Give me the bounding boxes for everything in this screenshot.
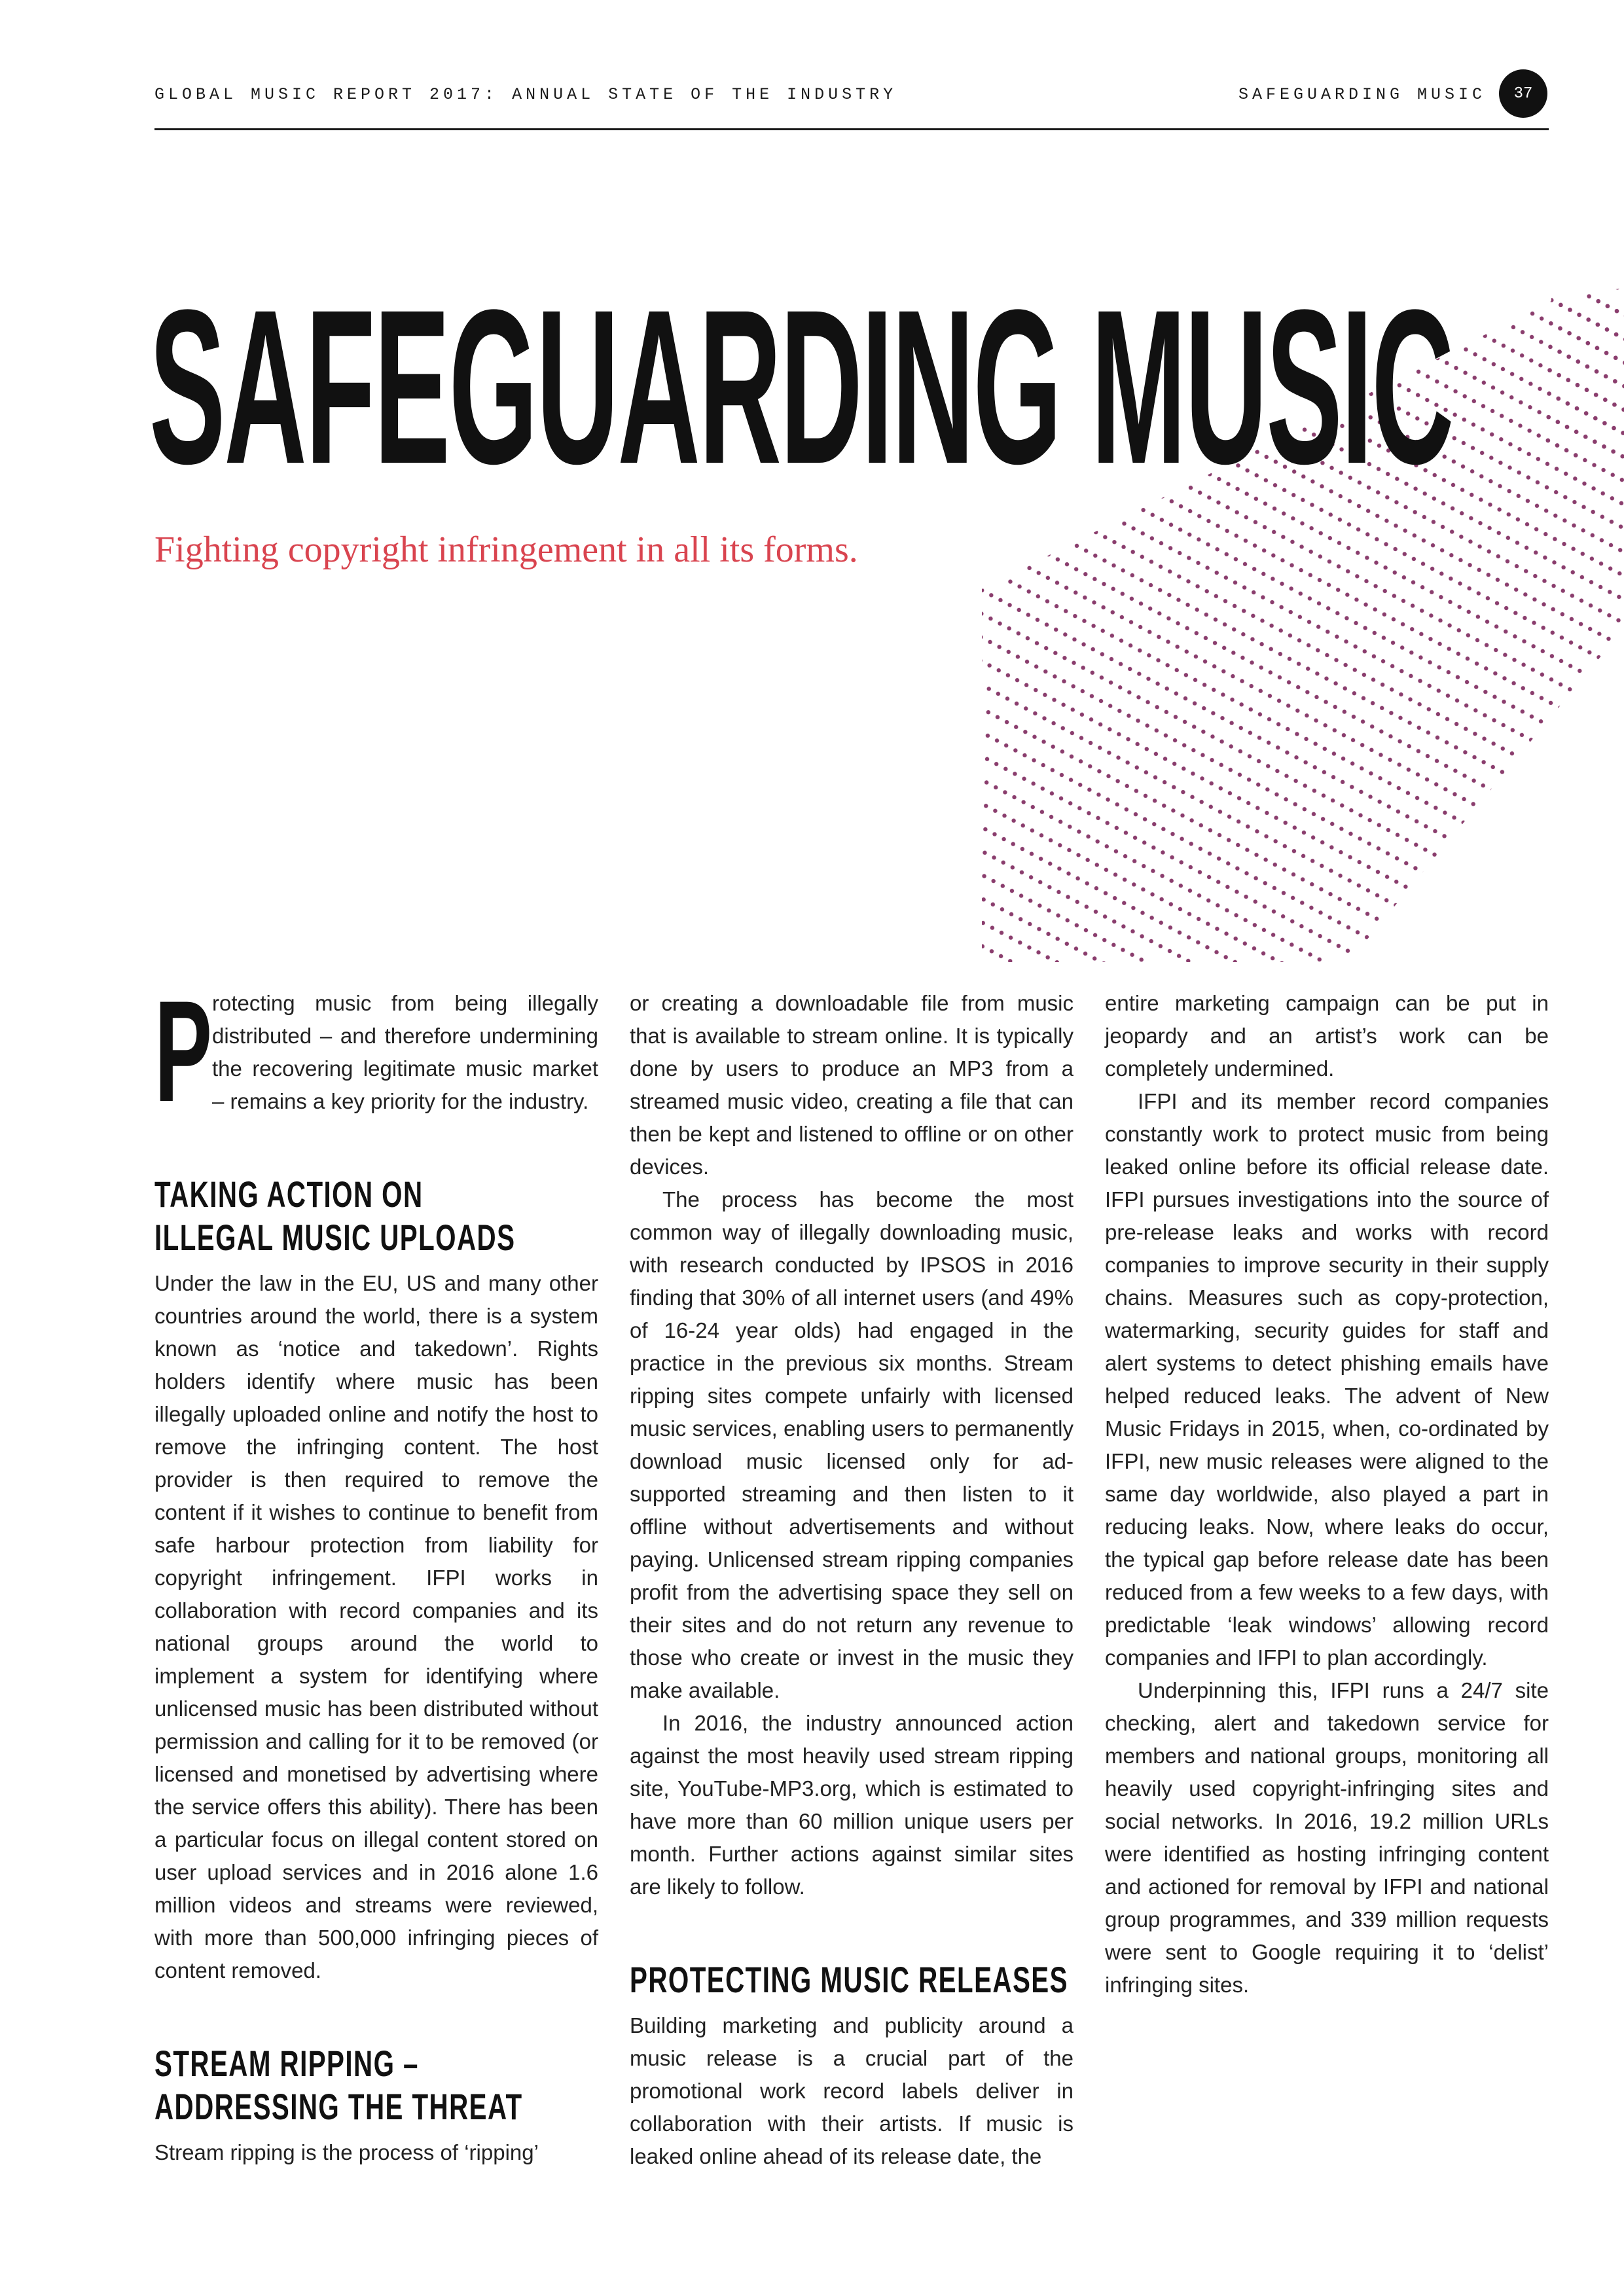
body-paragraph: Underpinning this, IFPI runs a 24/7 site checking, alert and takedown service for members and national groups, monitoring all heavily used copyright-infringing sites and social networks. In 2016, 19.2 million URLs were identified as hosting infringing content and actioned for removal by IFPI and national group programmes, and 339 million requests were sent to Google requiring it to ‘delist’ infringing sites. bbox=[1105, 1678, 1549, 1997]
heading-line: ADDRESSING THE THREAT bbox=[154, 2086, 523, 2127]
page-subtitle: Fighting copyright infringement in all its forms. bbox=[154, 529, 858, 570]
section-heading-uploads bbox=[154, 1173, 598, 1259]
section-heading-releases bbox=[630, 1958, 1074, 2001]
dot-pattern-top bbox=[1542, 298, 1624, 458]
drop-cap: P bbox=[154, 971, 213, 1132]
body-paragraph-stream-ripping-cont: or creating a downloadable file from music that is available to stream online. It is typically done by users to produce an MP3 from a streamed music video, creating a file that can then be kept and listened to offline or on other devices. bbox=[630, 991, 1074, 1179]
body-paragraph-stream-ripping-start: Stream ripping is the process of ‘ripping’ bbox=[154, 2140, 539, 2164]
heading-line: STREAM RIPPING – bbox=[154, 2043, 419, 2084]
section-heading-stream-ripping bbox=[154, 2042, 598, 2128]
text-column-3 bbox=[1105, 987, 1549, 2001]
page-header bbox=[154, 77, 1549, 130]
text-column-2 bbox=[630, 987, 1074, 2173]
text-column-1 bbox=[154, 971, 598, 2169]
body-paragraph-releases-cont: entire marketing campaign can be put in jeopardy and an artist’s work can be completely undermined. bbox=[1105, 991, 1549, 1081]
report-title: GLOBAL MUSIC REPORT 2017: ANNUAL STATE OF THE INDUSTRY bbox=[154, 85, 897, 104]
intro-paragraph bbox=[154, 971, 598, 1132]
body-paragraph-releases-start: Building marketing and publicity around a music release is a crucial part of the promotional work record labels deliver in collaboration with their artists. If music is leaked online ahead of its release date, the bbox=[630, 2013, 1074, 2168]
body-paragraph: The process has become the most common way of illegally downloading music, with research conducted by IPSOS in 2016 finding that 30% of all internet users (and 49% of 16-24 year olds) had engaged in the practice in the previous six months. Stream ripping sites compete unfairly with licensed music services, enabling users to permanently download music licensed only for ad-supported streaming and then listen to it offline without advertisements and without paying. Unlicensed stream ripping companies profit from the advertising space they sell on their sites and do not return any revenue to those who create or invest in the music they make available. bbox=[630, 1187, 1074, 1702]
intro-text: rotecting music from being illegally distributed – and therefore undermining the recovering legitimate music market – remains a key priority for the industry. bbox=[212, 991, 598, 1113]
page-number-badge: 37 bbox=[1499, 69, 1547, 118]
heading-line: PROTECTING MUSIC RELEASES bbox=[630, 1959, 1068, 2000]
body-paragraph: IFPI and its member record companies constantly work to protect music from being leaked online before its official release date. IFPI pursues investigations into the source of pre-release leaks and works with record companies to improve security in their supply chains. Measures such as copy-protection, watermarking, security guides for staff and alert systems to detect phishing emails have helped reduced leaks. The advent of New Music Fridays in 2015, when, co-ordinated by IFPI, new music releases were aligned to the same day worldwide, also played a part in reducing leaks. Now, where leaks do occur, the typical gap before release date has been reduced from a few weeks to a few days, with predictable ‘leak windows’ allowing record companies and IFPI to plan accordingly. bbox=[1105, 1089, 1549, 1670]
page-title: SAFEGUARDING MUSIC bbox=[149, 264, 1453, 510]
body-paragraph: In 2016, the industry announced action against the most heavily used stream ripping site, YouTube-MP3.org, which is estimated to have more than 60 million unique users per month. Further actions against similar sites are likely to follow. bbox=[630, 1711, 1074, 1899]
section-name: SAFEGUARDING MUSIC bbox=[1238, 85, 1487, 104]
heading-line: TAKING ACTION ON bbox=[154, 1174, 424, 1215]
heading-line: ILLEGAL MUSIC UPLOADS bbox=[154, 1217, 516, 1258]
body-paragraph: Under the law in the EU, US and many other countries around the world, there is a system known as ‘notice and takedown’. Rights holders identify where music has been illegally uploaded online and notify the host to remove the infringing content. The host provider is then required to remove the content if it wishes to continue to benefit from safe harbour protection from liability for copyright infringement. IFPI works in collaboration with record companies and its national groups around the world to implement a system for identifying where unlicensed music has been distributed without permission and calling for it to be removed (or licensed and monetised by advertising where the service offers this ability). There has been a particular focus on illegal content stored on user upload services and in 2016 alone 1.6 million videos and streams were reviewed, with more than 500,000 infringing pieces of content removed. bbox=[154, 1271, 598, 1982]
